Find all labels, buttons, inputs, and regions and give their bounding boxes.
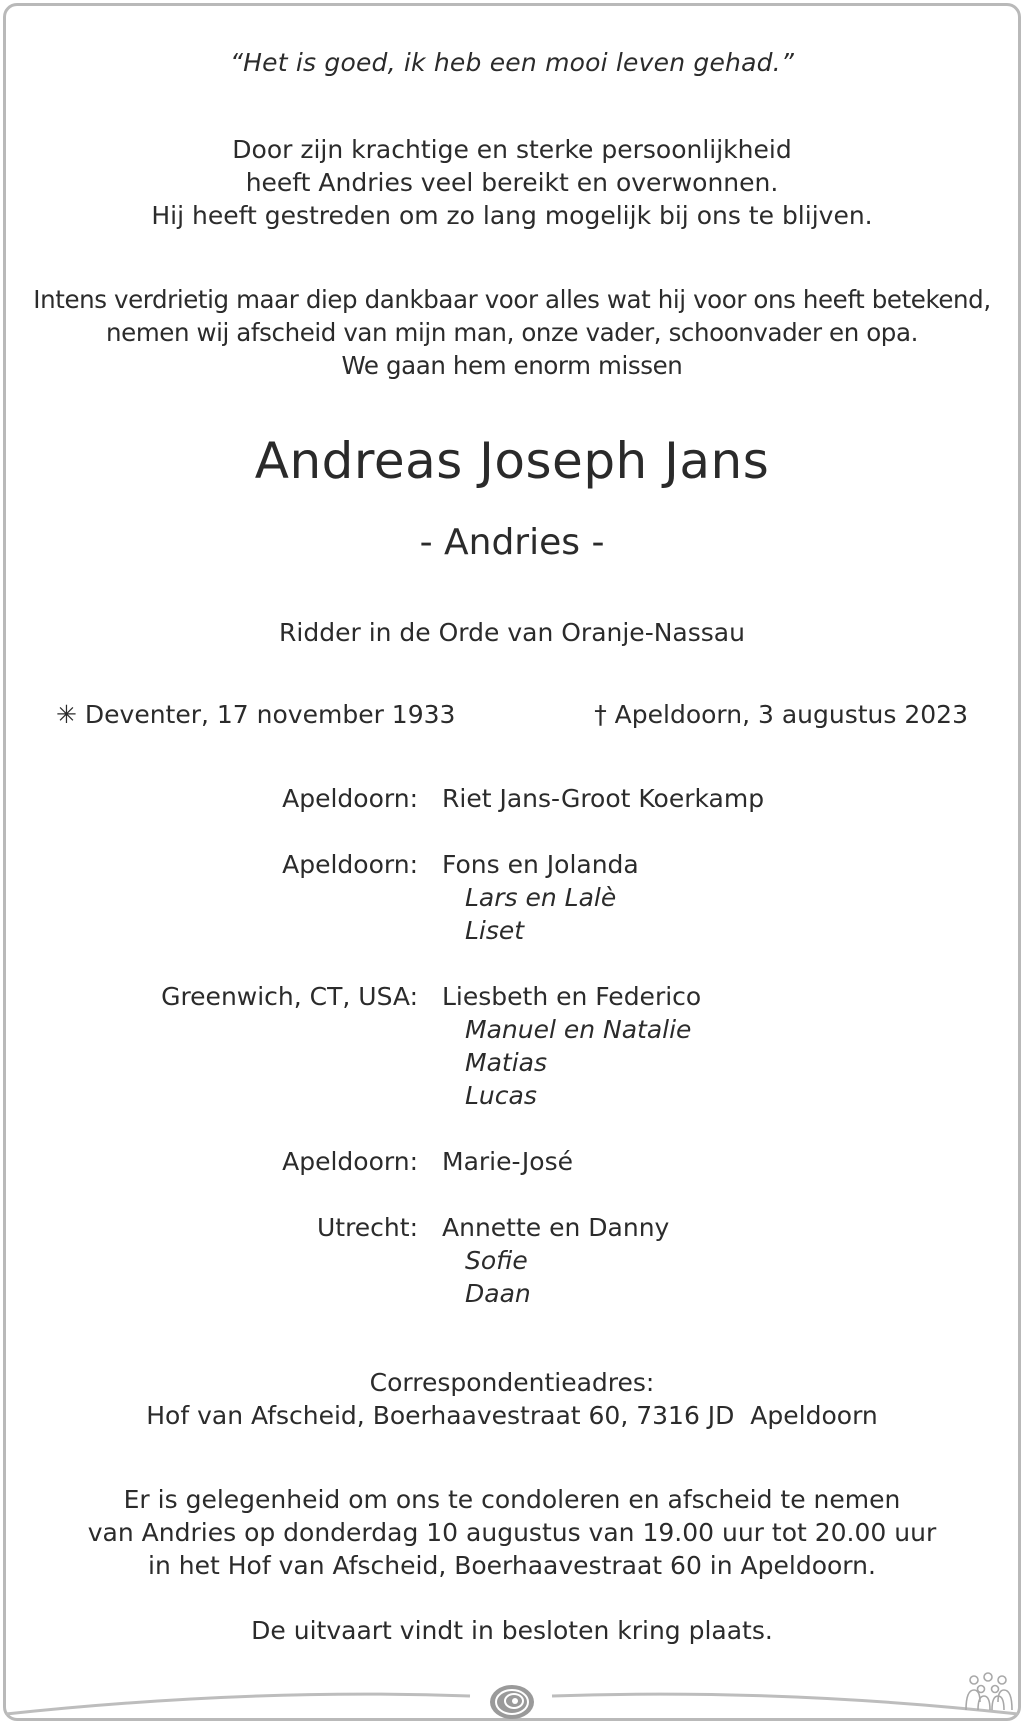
grandchild-name: Lucas [465,1081,537,1110]
opening-quote: “Het is goed, ik heb een mooi leven gehad.” [230,48,794,77]
family-place: Apeldoorn: [282,784,418,813]
family-members [442,1145,1024,1178]
intro-paragraph [0,133,1024,232]
family-entry [0,1145,1024,1178]
grandchild-name: Daan [465,1279,531,1308]
grandchild-name: Matias [465,1048,547,1077]
bottom-decoration [0,1660,1024,1724]
family-names: Liesbeth en Federico [442,982,702,1011]
family-names: Riet Jans-Groot Koerkamp [442,784,765,813]
deceased-nickname: - Andries - [419,522,605,563]
family-place: Apeldoorn: [282,850,418,879]
family-place: Utrecht: [316,1213,418,1242]
condolence-line: van Andries op donderdag 10 augustus van 19.00 uur tot 20.00 uur [87,1518,937,1547]
family-names: Fons en Jolanda [442,850,639,879]
grandchild-name: Lars en Lalè [465,883,617,912]
intro-line: Door zijn krachtige en sterke persoonlijkheid [232,135,792,164]
family-place: Apeldoorn: [282,1147,418,1176]
death-info: † Apeldoorn, 3 augustus 2023 [594,700,968,729]
grandchild-name: Sofie [465,1246,528,1275]
deceased-honor: Ridder in de Orde van Oranje-Nassau [279,618,745,647]
family-members [442,980,1024,1112]
correspondence-address [0,1366,1024,1432]
farewell-line: Intens verdrietig maar diep dankbaar voor alles wat hij voor ons heeft betekend, [33,285,991,314]
grandchild-name: Liset [465,916,525,945]
birth-info: ✳ Deventer, 17 november 1933 [56,700,456,729]
family-members [442,848,1024,947]
condolence-paragraph [0,1483,1024,1582]
left-swoosh [6,1694,470,1714]
family-entry [0,1211,1024,1310]
grandchild-name: Manuel en Natalie [465,1015,692,1044]
correspondence-label: Correspondentieadres: [369,1368,655,1397]
condolence-line: Er is gelegenheid om ons te condoleren en afscheid te nemen [123,1485,901,1514]
deceased-name: Andreas Joseph Jans [254,432,770,490]
condolence-line: in het Hof van Afscheid, Boerhaavestraat 60 in Apeldoorn. [148,1551,876,1580]
family-people-icon [966,1673,1012,1710]
intro-line: Hij heeft gestreden om zo lang mogelijk bij ons te blijven. [151,201,873,230]
rose-logo-icon [490,1685,534,1719]
farewell-line: nemen wij afscheid van mijn man, onze vader, schoonvader en opa. [106,318,918,347]
family-entry [0,848,1024,947]
correspondence-line: Hof van Afscheid, Boerhaavestraat 60, 7316 JD Apeldoorn [146,1401,878,1430]
funeral-note: De uitvaart vindt in besloten kring plaats. [251,1616,773,1645]
family-entry [0,980,1024,1112]
family-list [0,782,1024,1343]
family-names: Annette en Danny [442,1213,670,1242]
family-members [442,1211,1024,1310]
right-swoosh [552,1694,1018,1714]
farewell-paragraph [0,283,1024,382]
family-names: Marie-José [442,1147,573,1176]
family-members [442,782,1024,815]
farewell-line: We gaan hem enorm missen [341,351,683,380]
family-place: Greenwich, CT, USA: [161,982,418,1011]
intro-line: heeft Andries veel bereikt en overwonnen. [245,168,779,197]
family-entry [0,782,1024,815]
